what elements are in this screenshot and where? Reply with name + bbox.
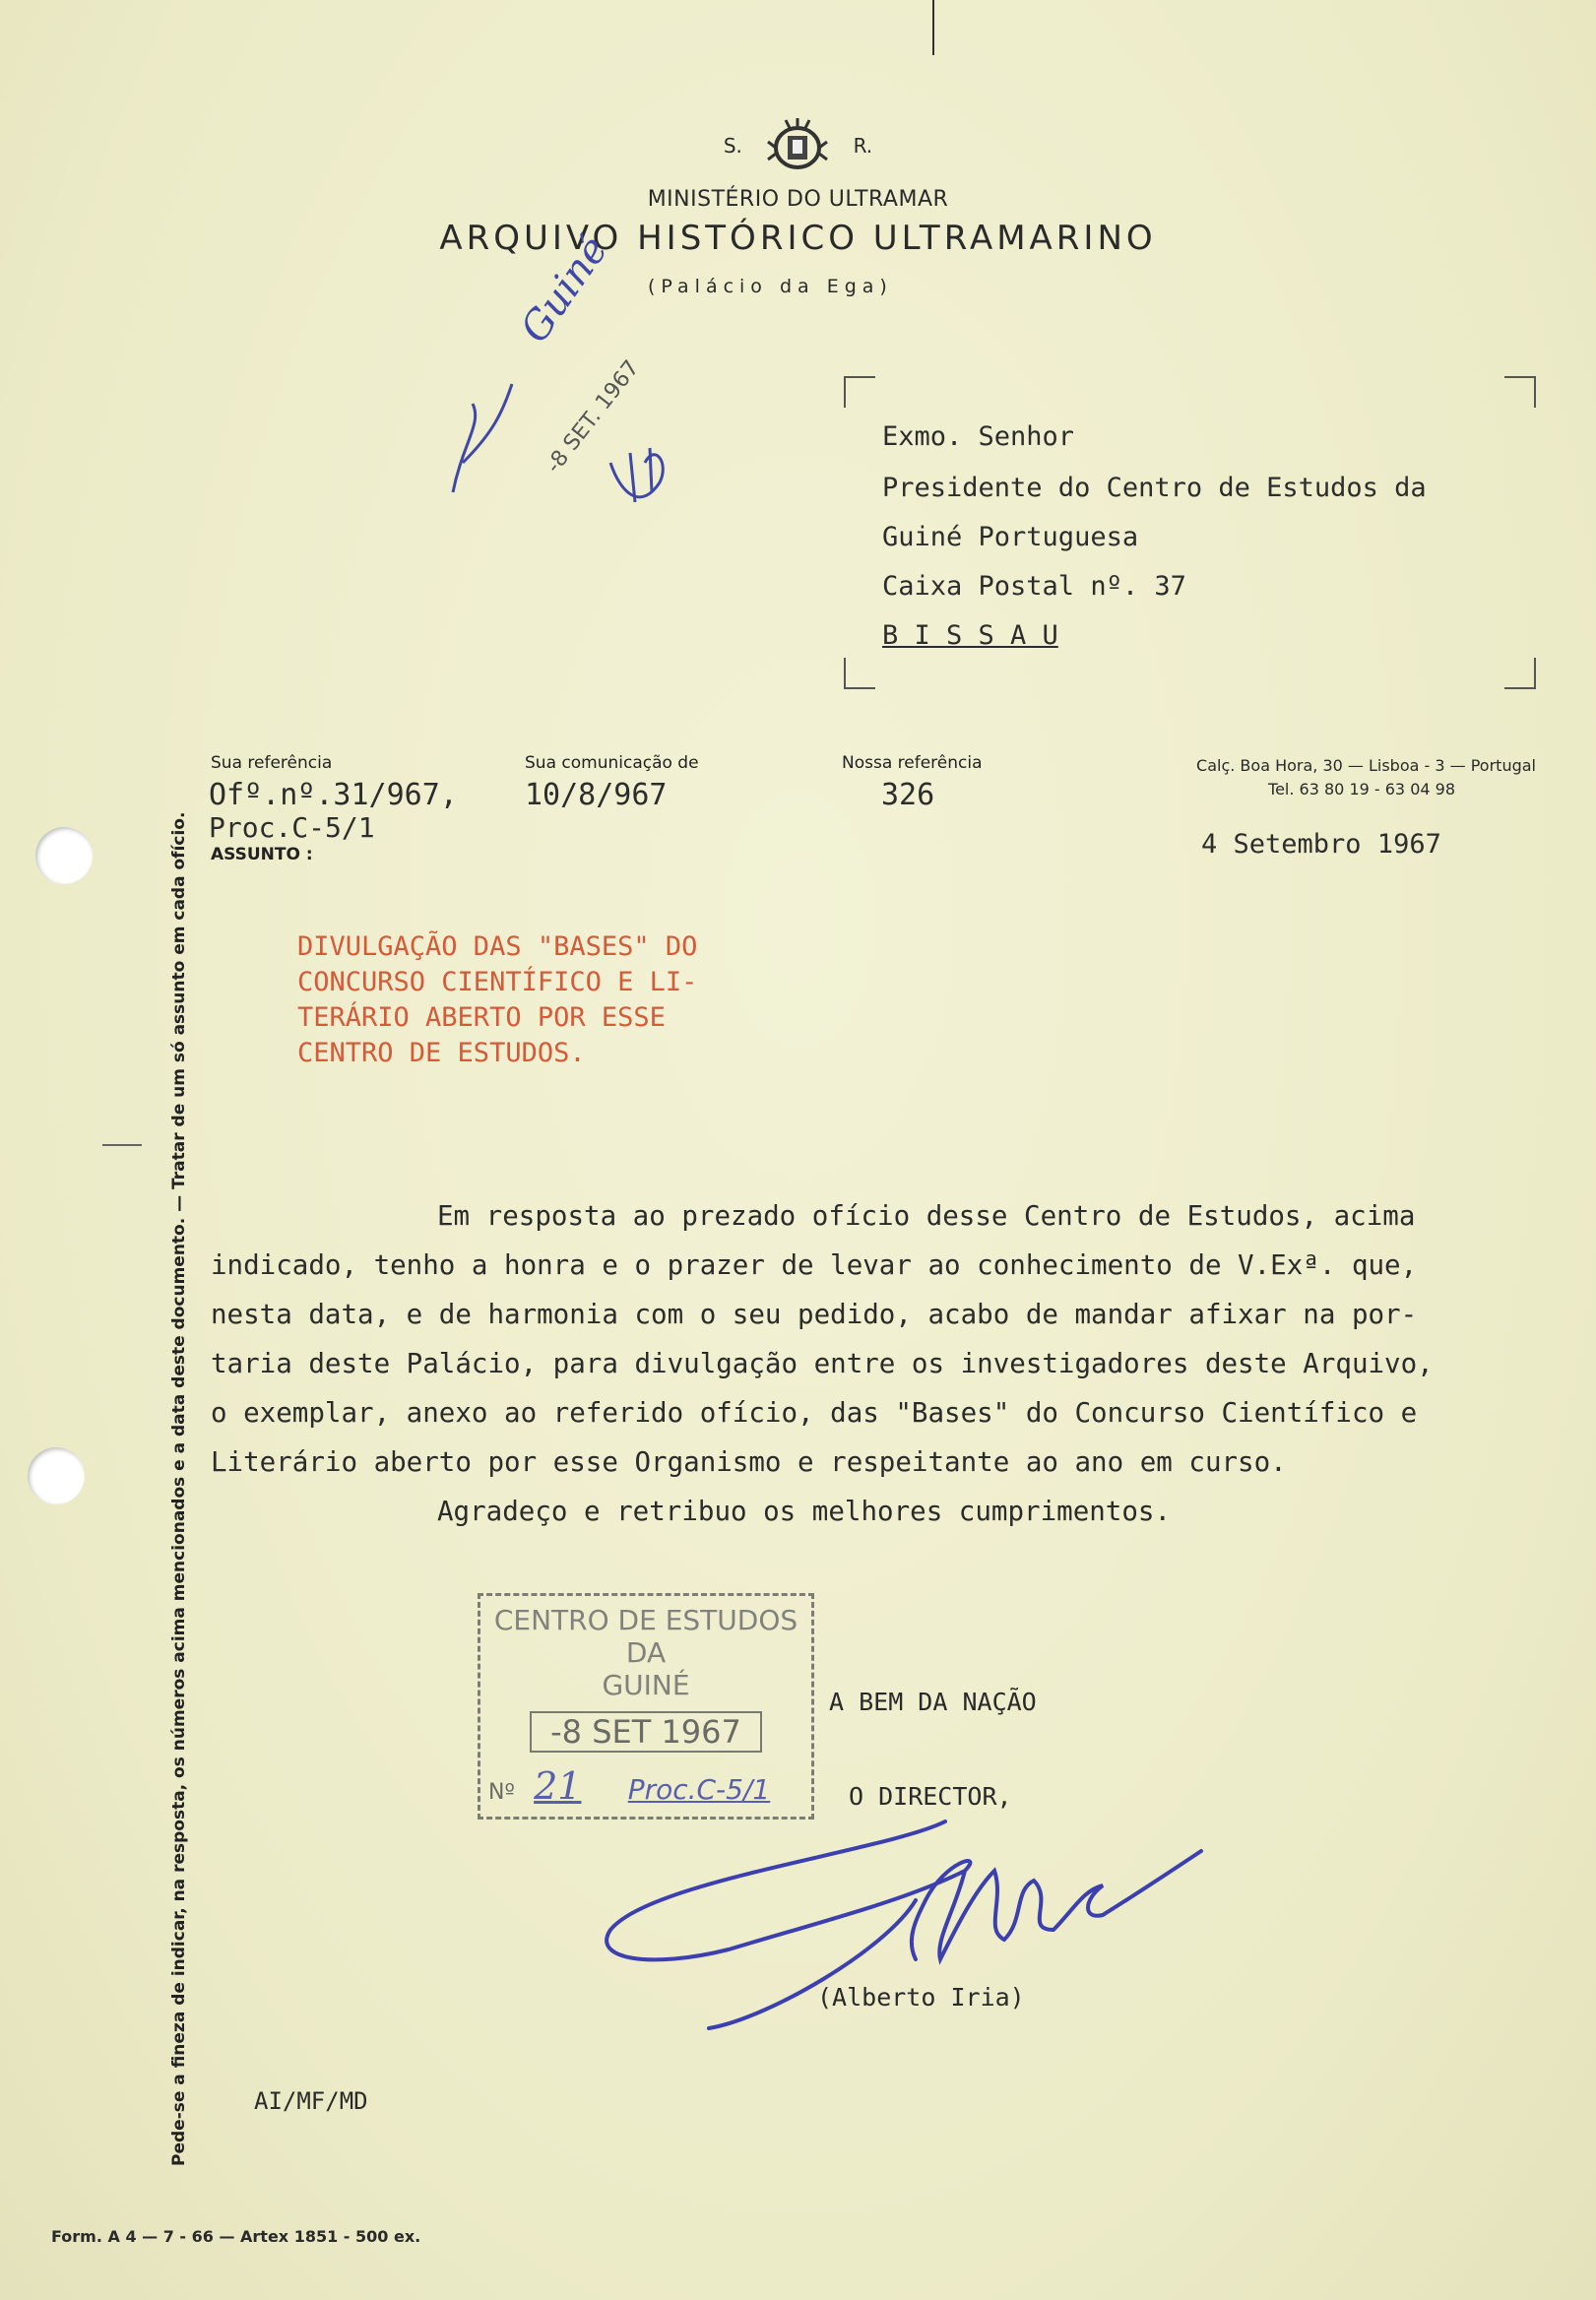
stamp-date: -8 SET 1967 [550, 1713, 741, 1751]
body-line: o exemplar, anexo ao referido ofício, das "Bases" do Concurso Científico e [211, 1397, 1418, 1429]
coat-of-arms-icon [766, 116, 829, 175]
sender-address: Calç. Boa Hora, 30 — Lisboa - 3 — Portugal [1196, 756, 1536, 775]
punch-hole-bottom [28, 1447, 85, 1504]
your-comm-label: Sua comunicação de [525, 753, 699, 773]
annotation-date: -8 SET. 1967 [542, 355, 645, 479]
body-line: Literário aberto por esse Organismo e respeitante ao ano em curso. [211, 1446, 1287, 1478]
letterhead-left-mark: S. [723, 134, 742, 158]
our-ref-value: 326 [881, 778, 935, 812]
your-ref-label: Sua referência [211, 753, 333, 773]
received-stamp [478, 1593, 814, 1820]
subject-label: ASSUNTO : [211, 845, 313, 864]
letterhead-right-mark: R. [853, 134, 873, 158]
stamp-number-prefix: Nº [488, 1780, 515, 1805]
window-corner-br [1504, 658, 1536, 689]
sender-phone: Tel. 63 80 19 - 63 04 98 [1268, 780, 1455, 799]
director-name: (Alberto Iria) [817, 1983, 1025, 2012]
recipient-line4: Caixa Postal nº. 37 [882, 571, 1186, 602]
side-note: Pede-se a fineza de indicar, na resposta, os números acima mencionados e a data deste documento. — Tratar de um só assunto em cada ofício. [169, 811, 189, 2166]
form-footer: Form. A 4 — 7 - 66 — Artex 1851 - 500 ex. [51, 2227, 421, 2246]
our-ref-label: Nossa referência [842, 753, 983, 773]
margin-tick [102, 1144, 142, 1146]
window-corner-bl [844, 658, 875, 689]
subject-text: DIVULGAÇÃO DAS "BASES" DO CONCURSO CIENTÍFICO E LI- TERÁRIO ABERTO POR ESSE CENTRO DE ESTUDOS. [297, 931, 698, 1068]
recipient-line1: Exmo. Senhor [882, 421, 1075, 452]
stamp-line2: GUINÉ [602, 1669, 690, 1701]
fold-mark [932, 0, 934, 55]
typist-initials: AI/MF/MD [254, 2087, 368, 2115]
stamp-date-box [530, 1711, 762, 1753]
punch-hole-top [35, 827, 93, 884]
window-corner-tl [844, 376, 875, 408]
stamp-line1: CENTRO DE ESTUDOS DA [493, 1604, 798, 1669]
recipient-line3: Guiné Portuguesa [882, 522, 1139, 552]
body-line: nesta data, e de harmonia com o seu pedido, acabo de mandar afixar na por- [211, 1299, 1418, 1330]
letter-date: 4 Setembro 1967 [1201, 829, 1441, 860]
body-line: Em resposta ao prezado ofício desse Centro de Estudos, acima [437, 1200, 1416, 1232]
director-title: O DIRECTOR, [849, 1782, 1012, 1811]
ministry-name: MINISTÉRIO DO ULTRAMAR [647, 187, 949, 212]
recipient-city: B I S S A U [882, 620, 1058, 651]
letterhead-crest-row [0, 116, 1596, 175]
annotation-text: Guiné [512, 227, 617, 351]
palace-name: (Palácio da Ega) [648, 276, 893, 297]
annotation-scribble-icon [433, 345, 689, 512]
letter-body [211, 1191, 1550, 1536]
body-closing-line: Agradeço e retribuo os melhores cumprimentos. [437, 1496, 1172, 1527]
salutation: A BEM DA NAÇÃO [829, 1688, 1037, 1716]
window-corner-tr [1504, 376, 1536, 408]
your-comm-value: 10/8/967 [525, 778, 668, 812]
archive-name: ARQUIVO HISTÓRICO ULTRAMARINO [439, 219, 1157, 258]
your-ref-value: Ofº.nº.31/967, [209, 778, 458, 812]
stamp-proc: Proc.C-5/1 [627, 1773, 771, 1806]
recipient-line2: Presidente do Centro de Estudos da [882, 473, 1427, 503]
body-line: taria deste Palácio, para divulgação entre os investigadores deste Arquivo, [211, 1348, 1434, 1379]
stamp-number: 21 [534, 1764, 582, 1808]
body-line: indicado, tenho a honra e o prazer de levar ao conhecimento de V.Exª. que, [211, 1249, 1418, 1281]
handwritten-annotation [433, 227, 689, 512]
your-ref-proc: Proc.C-5/1 [209, 811, 375, 844]
